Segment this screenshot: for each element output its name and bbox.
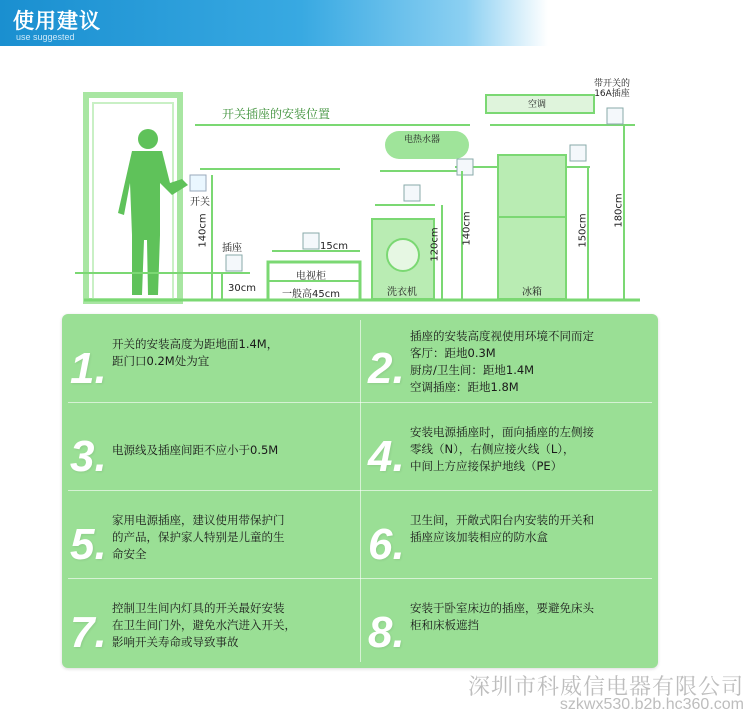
label-fridge: 冰箱 <box>522 287 542 298</box>
label-switch: 开关 <box>190 197 210 208</box>
tip-text: 安装电源插座时，面向插座的左侧接 零线（N），右侧应接火线（L）， 中间上方应接保护地线（PE） <box>410 425 594 473</box>
dim-150cm: 150cm <box>577 213 589 248</box>
dim-180cm: 180cm <box>613 193 625 228</box>
tip-text: 电源线及插座间距不应小于0.5M <box>112 443 279 457</box>
tip-text: 控制卫生间内灯具的开关最好安装 在卫生间门外，避免水汽进入开关， 影响开关寿命或导致事故 <box>112 601 296 649</box>
tip-7 <box>62 578 358 666</box>
dim-30cm: 30cm <box>228 283 256 294</box>
socket-low <box>226 255 242 271</box>
socket-washer <box>404 185 420 201</box>
label-tv-cabinet: 电视柜 <box>296 271 326 282</box>
tip-text: 卫生间，开敞式阳台内安装的开关和 插座应该加装相应的防水盒 <box>410 513 594 544</box>
label-water-heater: 电热水器 <box>404 135 441 145</box>
tip-text: 安装于卧室床边的插座，要避免床头 柜和床板遮挡 <box>410 601 594 632</box>
tip-number: 4. <box>368 432 405 481</box>
socket-heater <box>457 159 473 175</box>
header-title: 使用建议 <box>13 9 101 33</box>
label-socket: 插座 <box>222 243 242 254</box>
tip-2 <box>360 314 656 402</box>
dim-140cm-switch: 140cm <box>197 213 209 248</box>
socket-ac <box>607 108 623 124</box>
tip-1 <box>62 314 358 402</box>
tip-5 <box>62 490 358 578</box>
dim-120cm: 120cm <box>429 227 441 262</box>
label-switched-socket: 带开关的 16A插座 <box>594 79 631 99</box>
header-subtitle: use suggested <box>16 32 75 42</box>
header-banner <box>0 0 548 46</box>
diagram-drawing <box>0 55 752 315</box>
dim-15cm: 15cm <box>320 241 348 252</box>
installation-diagram <box>0 55 752 315</box>
switch-panel <box>190 175 206 191</box>
socket-tv <box>303 233 319 249</box>
tip-text: 插座的安装高度视使用环境不同而定 客厅：距地0.3M 厨房/卫生间：距地1.4M 空调插座：距地1.8M <box>410 329 594 394</box>
tip-number: 1. <box>70 344 107 393</box>
tip-number: 3. <box>70 432 107 481</box>
label-washer: 洗衣机 <box>387 287 417 298</box>
tip-8 <box>360 578 656 666</box>
tip-text: 家用电源插座，建议使用带保护门 的产品，保护家人特别是儿童的生 命安全 <box>112 513 285 561</box>
diagram-title: 开关插座的安装位置 <box>222 107 331 121</box>
tip-3 <box>62 402 358 490</box>
tip-number: 6. <box>368 520 405 569</box>
label-air-conditioner: 空调 <box>528 100 547 110</box>
tip-number: 2. <box>368 344 405 393</box>
fridge <box>498 155 566 299</box>
tip-6 <box>360 490 656 578</box>
dim-140cm-heater: 140cm <box>461 211 473 246</box>
tip-number: 5. <box>70 520 107 569</box>
tip-number: 7. <box>70 608 107 657</box>
socket-fridge <box>570 145 586 161</box>
label-normal-height: 一般高45cm <box>282 289 340 300</box>
company-name: 深圳市科威信电器有限公司 <box>467 675 744 700</box>
tips-panel <box>62 314 658 668</box>
company-url: szkwx530.b2b.hc360.com <box>559 696 744 713</box>
tip-4 <box>360 402 656 490</box>
tip-text: 开关的安装高度为距地面1.4M， 距门口0.2M处为宜 <box>112 337 279 368</box>
tip-number: 8. <box>368 608 405 657</box>
